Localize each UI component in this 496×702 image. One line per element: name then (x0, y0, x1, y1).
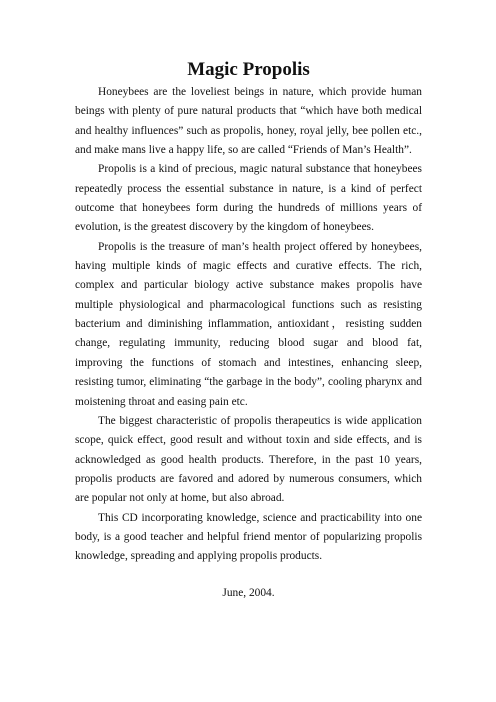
paragraph-cd-description: This CD incorporating knowledge, science and practicability into one body, is a good teacher and helpful friend mentor of popularizing propolis knowledge, spreading and applying propolis products. (75, 511, 422, 563)
paragraph-friends-of-health: Honeybees are the loveliest beings in nature, which provide human beings with plenty of pure natural products that “which have both medical and healthy influences” such as propolis, honey, royal jelly, bee pollen etc., and make mans live a happy life, so are called “Friends of Man’s Health”. (75, 86, 422, 157)
document-date: June, 2004. (222, 586, 275, 599)
document-title: Magic Propolis (187, 59, 310, 80)
paragraph-therapeutics-characteristic: The biggest characteristic of propolis therapeutics is wide application scope, quick effect, good result and without toxin and side effects, and is acknowledged as good health products. Therefore, in the past 10 years, propolis products are favored and adored by numerous consumers, which are popular not only at home, but also abroad. (75, 414, 422, 505)
paragraph-propolis-definition: Propolis is a kind of precious, magic natural substance that honeybees repeatedly process the essential substance in nature, is a kind of perfect outcome that honeybees form during the hundreds of millions years of evolution, is the greatest discovery by the kingdom of honeybees. (75, 163, 422, 234)
paragraph-propolis-effects: Propolis is the treasure of man’s health project offered by honeybees, having multiple kinds of magic effects and curative effects. The rich, complex and particular biology active substance makes propolis have multiple physiological and pharmacological functions such as resisting bacterium and diminishing inflammation, antioxidant，resisting sudden change, regulating immunity, reducing blood sugar and blood fat, improving the functions of stomach and intestines, enhancing sleep, resisting tumor, eliminating “the garbage in the body”, cooling pharynx and moistening throat and easing pain etc. (75, 240, 422, 408)
document-page (75, 58, 422, 603)
